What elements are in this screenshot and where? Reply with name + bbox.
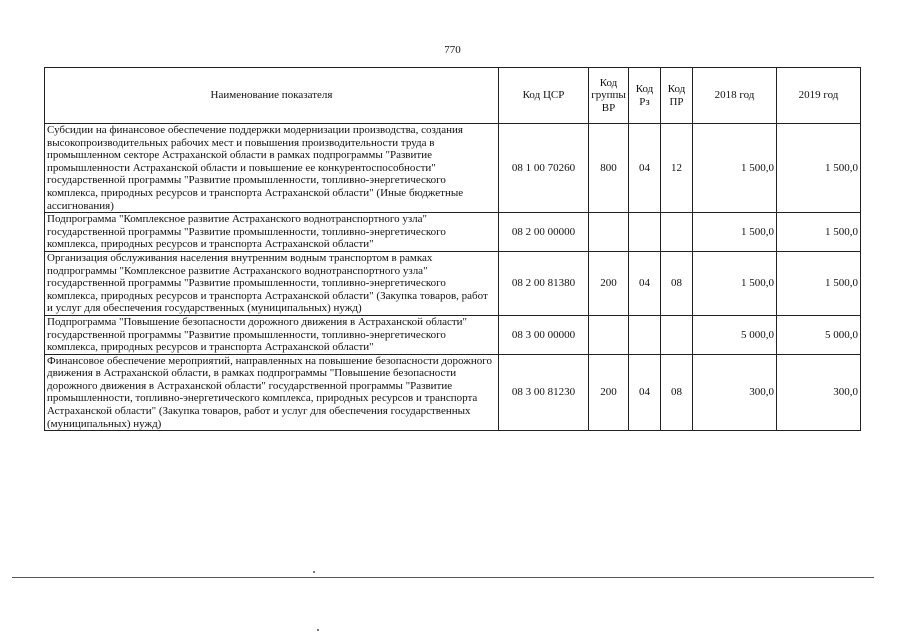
row-pr: 12 — [661, 124, 693, 213]
row-2018: 1 500,0 — [693, 251, 777, 315]
page-number: 770 — [444, 44, 461, 56]
row-2019: 5 000,0 — [777, 315, 861, 354]
row-vr: 200 — [589, 354, 629, 431]
row-2019: 1 500,0 — [777, 251, 861, 315]
row-vr: 800 — [589, 124, 629, 213]
row-name: Подпрограмма "Комплексное развитие Астраханского воднотранспортного узла" государственной программы "Развитие промышленности, топливно-энергетического комплекса, природных ресурсов и транспорта Астраханской области" — [45, 213, 499, 252]
row-csr: 08 1 00 70260 — [499, 124, 589, 213]
table-row — [45, 251, 861, 315]
budget-table — [44, 67, 861, 431]
row-rz: 04 — [629, 251, 661, 315]
row-name: Подпрограмма "Повышение безопасности дорожного движения в Астраханской области" государственной программы "Развитие промышленности, топливно-энергетического комплекса, природных ресурсов и транспорта Астраханской области" — [45, 315, 499, 354]
row-csr: 08 2 00 00000 — [499, 213, 589, 252]
header-name: Наименование показателя — [45, 68, 499, 124]
row-2019: 300,0 — [777, 354, 861, 431]
row-pr: 08 — [661, 354, 693, 431]
table-row — [45, 213, 861, 252]
row-2019: 1 500,0 — [777, 124, 861, 213]
row-name: Субсидии на финансовое обеспечение поддержки модернизации производства, создания высокопроизводительных рабочих мест и повышения производительности труда в промышленном секторе Астраханской области в рамках подпрограммы "Развитие промышленности Астраханской области и повышение ее конкурентоспособности" государственной программы "Развитие промышленности, топливно-энергетического комплекса, природных ресурсов и транспорта Астраханской области" (Иные бюджетные ассигнования) — [45, 124, 499, 213]
table-row — [45, 124, 861, 213]
row-pr — [661, 213, 693, 252]
row-csr: 08 3 00 81230 — [499, 354, 589, 431]
scan-speck — [317, 629, 319, 631]
row-pr — [661, 315, 693, 354]
row-csr: 08 3 00 00000 — [499, 315, 589, 354]
row-2018: 5 000,0 — [693, 315, 777, 354]
row-vr: 200 — [589, 251, 629, 315]
header-rz: Код Рз — [629, 68, 661, 124]
page-bottom-rule — [12, 577, 874, 578]
table-row — [45, 354, 861, 431]
header-pr: Код ПР — [661, 68, 693, 124]
row-2018: 1 500,0 — [693, 213, 777, 252]
row-rz — [629, 315, 661, 354]
header-2019: 2019 год — [777, 68, 861, 124]
row-2019: 1 500,0 — [777, 213, 861, 252]
scan-speck — [313, 571, 315, 573]
table-row — [45, 315, 861, 354]
row-pr: 08 — [661, 251, 693, 315]
row-rz: 04 — [629, 354, 661, 431]
header-csr: Код ЦСР — [499, 68, 589, 124]
row-2018: 1 500,0 — [693, 124, 777, 213]
header-vr: Код группы ВР — [589, 68, 629, 124]
row-rz — [629, 213, 661, 252]
row-vr — [589, 315, 629, 354]
row-csr: 08 2 00 81380 — [499, 251, 589, 315]
table-header-row — [45, 68, 861, 124]
row-name: Финансовое обеспечение мероприятий, направленных на повышение безопасности дорожного движения в Астраханской области, в рамках подпрограммы "Повышение безопасности дорожного движения в Астраханской области" государственной программы "Развитие промышленности, топливно-энергетического комплекса, природных ресурсов и транспорта Астраханской области" (Закупка товаров, работ и услуг для обеспечения государственных (муниципальных) нужд) — [45, 354, 499, 431]
header-2018: 2018 год — [693, 68, 777, 124]
row-2018: 300,0 — [693, 354, 777, 431]
row-vr — [589, 213, 629, 252]
row-name: Организация обслуживания населения внутренним водным транспортом в рамках подпрограммы "Комплексное развитие Астраханского воднотранспортного узла" государственной программы "Развитие промышленности, топливно-энергетического комплекса, природных ресурсов и транспорта Астраханской области" (Закупка товаров, работ и услуг для обеспечения государственных (муниципальных) нужд) — [45, 251, 499, 315]
row-rz: 04 — [629, 124, 661, 213]
